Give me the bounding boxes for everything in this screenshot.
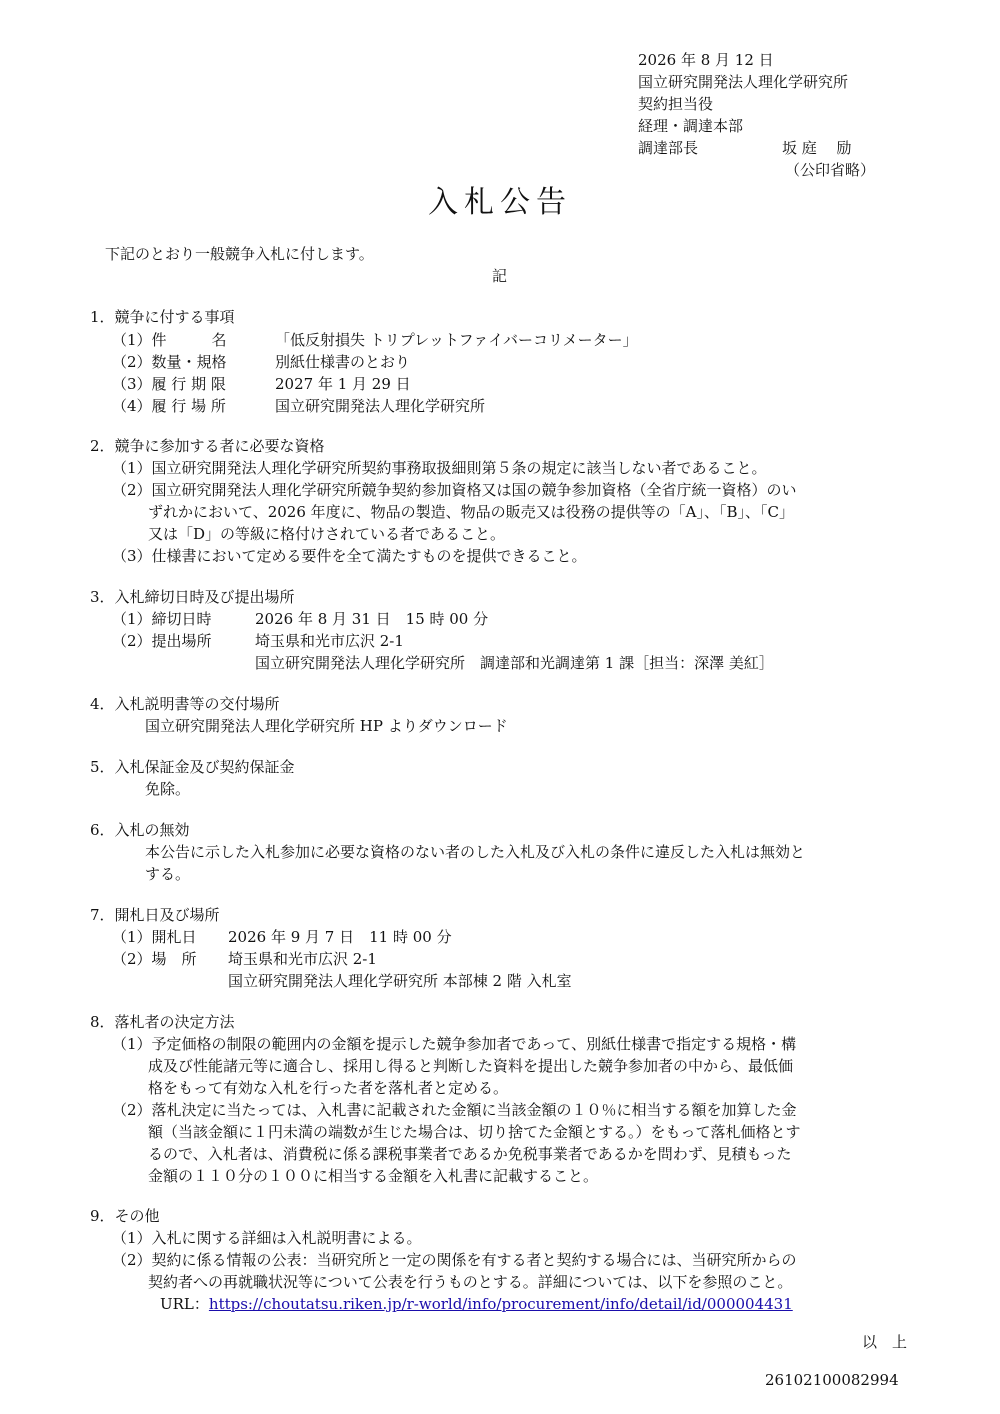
award-method-1: （1）予定価格の制限の範囲内の金額を提示した競争参加者であって、別紙仕様書で指定する規格・構 [112, 1035, 797, 1053]
award-method-2-cont3: 金額の１１０分の１００に相当する金額を入札書に記載すること。 [148, 1167, 599, 1185]
other-2: （2）契約に係る情報の公表：当研究所と一定の関係を有する者と契約する場合には、当研究所からの [112, 1251, 797, 1269]
submission-place-label: （2）提出場所 [112, 632, 212, 650]
intro-text: 下記のとおり一般競争入札に付します。 [105, 245, 374, 263]
section-6-heading: 6．入札の無効 [90, 821, 190, 839]
deadline-label: （1）締切日時 [112, 610, 212, 628]
deadline-value: 2026 年 8 月 31 日 15 時 00 分 [255, 610, 489, 628]
delivery-place-value: 国立研究開発法人理化学研究所 [275, 397, 486, 415]
deposit-exemption: 免除。 [145, 780, 191, 798]
qualification-2: （2）国立研究開発法人理化学研究所競争契約参加資格又は国の競争参加資格（全省庁統一資格）のい [112, 481, 797, 499]
opening-place-value: 埼玉県和光市広沢 2-1 [228, 950, 377, 968]
item-name-label: （1）件 名 [112, 331, 227, 349]
section-9-heading: 9．その他 [90, 1207, 160, 1225]
section-4-heading: 4．入札説明書等の交付場所 [90, 695, 280, 713]
closing-mark: 以 上 [862, 1333, 908, 1351]
quantity-spec-value: 別紙仕様書のとおり [275, 353, 411, 371]
delivery-deadline-label: （3）履 行 期 限 [112, 375, 226, 393]
award-method-1-cont: 成及び性能諸元等に適合し、採用し得ると判断した資料を提出した競争参加者の中から、最低価 [148, 1057, 794, 1075]
notice-date: 2026 年 8 月 12 日 [638, 51, 774, 69]
award-method-2-cont: 額（当該金額に１円未満の端数が生じた場合は、切り捨てた金額とする。）をもって落札価格とす [148, 1123, 801, 1141]
issuer-title: 調達部長 [638, 139, 699, 157]
qualification-3: （3）仕様書において定める要件を全て満たすものを提供できること。 [112, 547, 587, 565]
section-2-heading: 2．競争に参加する者に必要な資格 [90, 437, 325, 455]
signer-name: 坂 庭 励 [782, 139, 852, 157]
seal-omitted-note: （公印省略） [785, 161, 876, 179]
document-number: 26102100082994 [765, 1371, 899, 1389]
section-3-heading: 3．入札締切日時及び提出場所 [90, 588, 295, 606]
submission-place-value: 埼玉県和光市広沢 2-1 [255, 632, 404, 650]
award-method-2: （2）落札決定に当たっては、入札書に記載された金額に当該金額の１０％に相当する額を加算した金 [112, 1101, 797, 1119]
section-5-heading: 5．入札保証金及び契約保証金 [90, 758, 295, 776]
qualification-2-cont: ずれかにおいて、2026 年度に、物品の製造、物品の販売又は役務の提供等の「A」、「B」、「C」 [148, 503, 794, 521]
submission-place-detail: 国立研究開発法人理化学研究所 調達部和光調達第 1 課［担当：深澤 美紅］ [255, 654, 774, 672]
document-title: 入札公告 [428, 185, 572, 220]
url-label: URL： [160, 1295, 209, 1313]
delivery-deadline-value: 2027 年 1 月 29 日 [275, 375, 411, 393]
document-distribution-place: 国立研究開発法人理化学研究所 HP よりダウンロード [145, 717, 508, 735]
issuer-department: 経理・調達本部 [638, 117, 744, 135]
delivery-place-label: （4）履 行 場 所 [112, 397, 226, 415]
other-2-cont: 契約者への再就職状況等について公表を行うものとする。詳細については、以下を参照のこと。 [148, 1273, 793, 1291]
section-8-heading: 8．落札者の決定方法 [90, 1013, 235, 1031]
procurement-info-link[interactable]: https://choutatsu.riken.jp/r-world/info/procurement/info/detail/id/000004431 [208, 1295, 793, 1313]
url-line [160, 1294, 793, 1314]
issuer-organization: 国立研究開発法人理化学研究所 [638, 73, 849, 91]
award-method-2-cont2: るので、入札者は、消費税に係る課税事業者であるか免税事業者であるかを問わず、見積もった [148, 1145, 792, 1163]
opening-date-label: （1）開札日 [112, 928, 197, 946]
qualification-1: （1）国立研究開発法人理化学研究所契約事務取扱細則第５条の規定に該当しない者であること。 [112, 459, 767, 477]
invalid-bid-text: 本公告に示した入札参加に必要な資格のない者のした入札及び入札の条件に違反した入札は無効と [145, 843, 806, 861]
award-method-1-cont2: 格をもって有効な入札を行った者を落札者と定める。 [148, 1079, 509, 1097]
other-1: （1）入札に関する詳細は入札説明書による。 [112, 1229, 422, 1247]
section-7-heading: 7．開札日及び場所 [90, 906, 220, 924]
ki-marker: 記 [492, 267, 508, 285]
opening-place-label: （2）場 所 [112, 950, 197, 968]
opening-date-value: 2026 年 9 月 7 日 11 時 00 分 [228, 928, 452, 946]
item-name-value: 「低反射損失 トリプレットファイバーコリメーター」 [275, 331, 638, 349]
issuer-role: 契約担当役 [638, 95, 714, 113]
quantity-spec-label: （2）数量・規格 [112, 353, 227, 371]
section-1-heading: 1．競争に付する事項 [90, 308, 235, 326]
qualification-2-cont2: 又は「D」の等級に格付けされている者であること。 [148, 525, 506, 543]
opening-place-detail: 国立研究開発法人理化学研究所 本部棟 2 階 入札室 [228, 972, 572, 990]
invalid-bid-text-cont: する。 [145, 865, 191, 883]
